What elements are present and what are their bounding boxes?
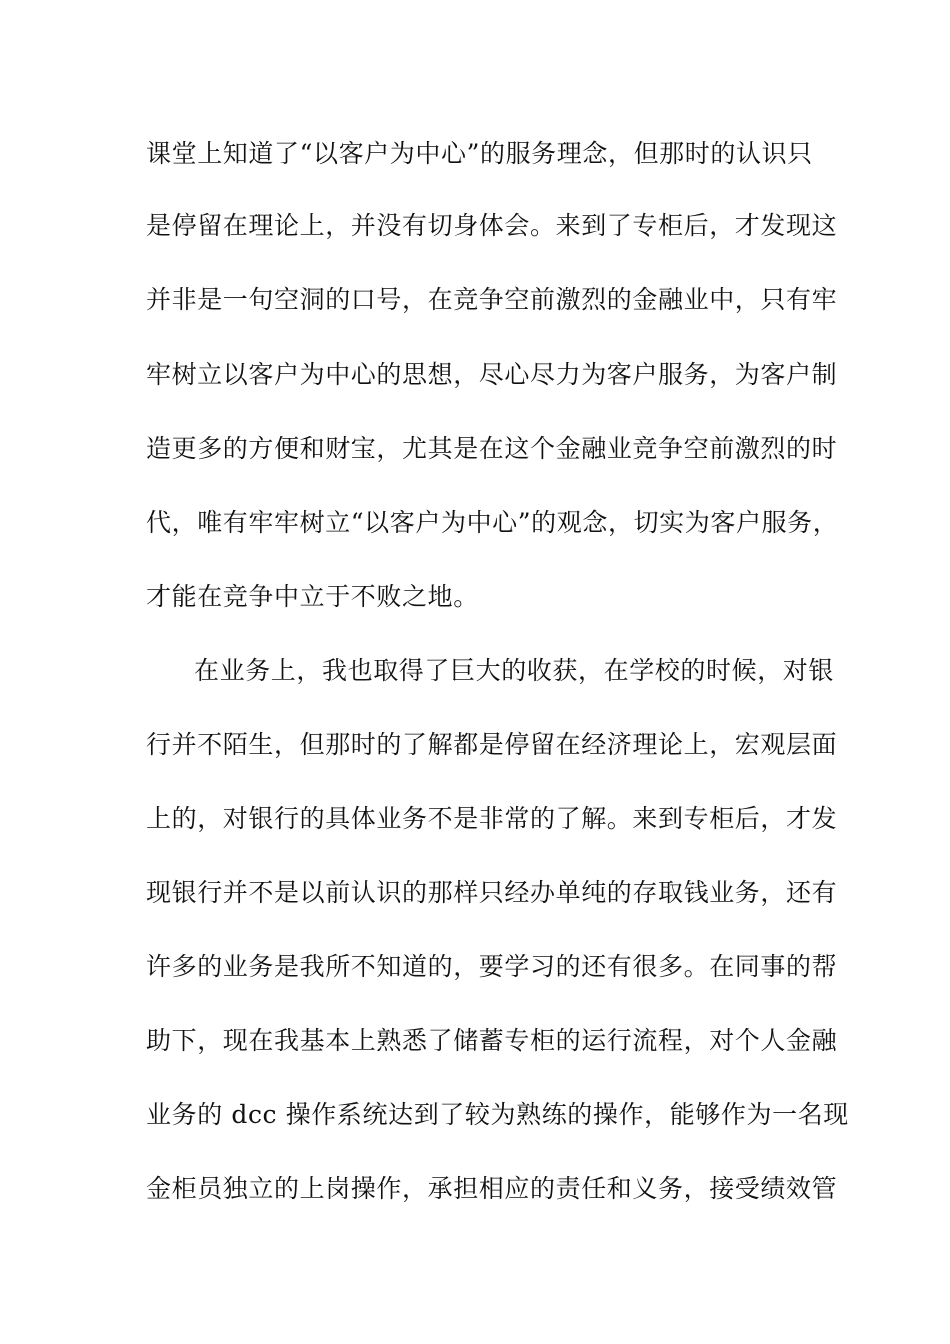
text-line: 造更多的方便和财宝，尤其是在这个金融业竞争空前激烈的时: [146, 434, 838, 463]
text-line: 金柜员独立的上岗操作，承担相应的责任和义务，接受绩效管: [146, 1174, 838, 1203]
text-line: 并非是一句空洞的口号，在竞争空前激烈的金融业中，只有牢: [146, 285, 838, 314]
text-line: 许多的业务是我所不知道的，要学习的还有很多。在同事的帮: [146, 952, 838, 981]
text-line: 课堂上知道了“以客户为中心”的服务理念，但那时的认识只: [146, 139, 813, 168]
text-line: 助下，现在我基本上熟悉了储蓄专柜的运行流程，对个人金融: [146, 1026, 838, 1055]
text-line: 牢树立以客户为中心的思想，尽心尽力为客户服务，为客户制: [146, 360, 838, 389]
text-line: 代，唯有牢牢树立“以客户为中心”的观念，切实为客户服务，: [146, 508, 839, 537]
text-line: 业务的 dcc 操作系统达到了较为熟练的操作，能够作为一名现: [146, 1100, 849, 1129]
text-line: 上的，对银行的具体业务不是非常的了解。来到专柜后，才发: [146, 804, 838, 833]
text-line: 现银行并不是以前认识的那样只经办单纯的存取钱业务，还有: [146, 878, 838, 907]
paragraph-first-line: 在业务上，我也取得了巨大的收获，在学校的时候，对银: [194, 656, 835, 685]
text-line: 是停留在理论上，并没有切身体会。来到了专柜后，才发现这: [146, 211, 838, 240]
text-line: 行并不陌生，但那时的了解都是停留在经济理论上，宏观层面: [146, 730, 838, 759]
text-line: 才能在竞争中立于不败之地。: [146, 582, 479, 611]
